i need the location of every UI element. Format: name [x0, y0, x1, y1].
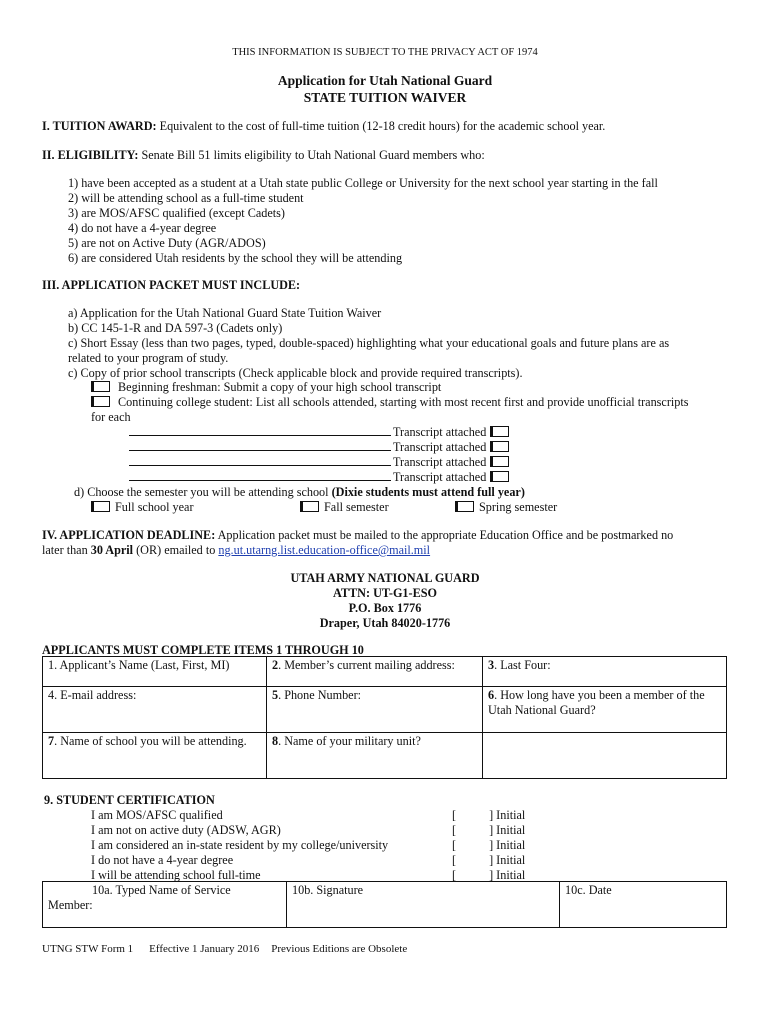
semester-note: (Dixie students must attend full year) — [331, 485, 525, 499]
footer — [42, 942, 407, 957]
certification-item: I am MOS/AFSC qualified — [91, 808, 223, 822]
section-label: II. ELIGIBILITY: — [42, 148, 139, 162]
continuing-option — [91, 395, 689, 410]
deadline-date: 30 April — [90, 543, 134, 557]
field-number: 2 — [272, 658, 279, 672]
last-four-field[interactable] — [483, 657, 727, 687]
initial-label: ] Initial — [489, 853, 526, 867]
deadline-text: later than — [42, 543, 91, 557]
field-label: 10a. Typed Name of Service — [92, 883, 231, 897]
initial-bracket[interactable] — [452, 808, 525, 823]
field-label: . Last Four: — [494, 658, 551, 672]
certification-item: I am not on active duty (ADSW, AGR) — [91, 823, 281, 837]
school-name-field[interactable] — [129, 470, 391, 481]
field-label: . Member’s current mailing address: — [278, 658, 455, 672]
bracket-open: [ — [452, 823, 457, 837]
list-item: 1) have been accepted as a student at a Utah state public College or University for the next school year starting in the fall — [68, 176, 658, 190]
page-subtitle: STATE TUITION WAIVER — [303, 90, 467, 105]
list-item: 5) are not on Active Duty (AGR/ADOS) — [68, 236, 266, 250]
field-number: 5 — [272, 688, 279, 702]
list-item: related to your program of study. — [68, 351, 229, 365]
typed-name-field[interactable] — [43, 882, 287, 928]
bracket-open: [ — [452, 838, 457, 852]
form-heading: APPLICANTS MUST COMPLETE ITEMS 1 THROUGH 10 — [42, 643, 364, 657]
initial-label: ] Initial — [489, 808, 526, 822]
full-year-checkbox[interactable] — [91, 501, 110, 512]
transcript-label: Transcript attached — [393, 470, 487, 484]
initial-bracket[interactable] — [452, 853, 525, 868]
semester-choice — [74, 485, 525, 500]
list-item: b) CC 145-1-R and DA 597-3 (Cadets only) — [68, 321, 283, 335]
bracket-open: [ — [452, 808, 457, 822]
transcript-label: Transcript attached — [393, 455, 487, 469]
certification-heading: 9. STUDENT CERTIFICATION — [44, 793, 215, 807]
school-field[interactable] — [43, 733, 267, 779]
military-unit-field[interactable] — [267, 733, 483, 779]
applicant-name-field[interactable] — [43, 657, 267, 687]
transcript-checkbox[interactable] — [490, 456, 509, 467]
field-label: 10c. Date — [565, 883, 612, 897]
date-field[interactable] — [560, 882, 727, 928]
section-text: Application packet must be mailed to the appropriate Education Office and be postmarked no — [215, 528, 674, 542]
section-text: Senate Bill 51 limits eligibility to Utah National Guard members who: — [138, 148, 485, 162]
initial-bracket[interactable] — [452, 823, 525, 838]
transcript-label: Transcript attached — [393, 425, 487, 439]
field-number: 6 — [488, 688, 495, 702]
eligibility-list — [68, 176, 658, 266]
section-tuition-award — [42, 119, 605, 134]
semester-full-year — [91, 500, 194, 515]
list-item: c) Short Essay (less than two pages, typed, double-spaced) highlighting what your educational goals and future plans are as — [68, 336, 670, 350]
list-item: 3) are MOS/AFSC qualified (except Cadets) — [68, 206, 285, 220]
field-label-cont: Utah National Guard? — [488, 703, 596, 717]
spring-checkbox[interactable] — [455, 501, 474, 512]
transcript-checkbox[interactable] — [490, 471, 509, 482]
address-city: Draper, Utah 84020-1776 — [319, 616, 451, 630]
list-item: 2) will be attending school as a full-time student — [68, 191, 304, 205]
freshman-option — [91, 380, 441, 395]
initial-brackets — [452, 808, 525, 883]
address-org: UTAH ARMY NATIONAL GUARD — [290, 571, 480, 585]
transcript-row — [129, 440, 509, 455]
section-eligibility — [42, 148, 485, 163]
bracket-open: [ — [452, 868, 457, 882]
initial-label: ] Initial — [489, 823, 526, 837]
field-label: 10b. Signature — [292, 883, 364, 897]
field-number: 8 — [272, 734, 279, 748]
signature-field[interactable] — [287, 882, 560, 928]
field-label: . E-mail address: — [54, 688, 137, 702]
section-deadline — [42, 528, 673, 543]
field-label: . Name of your military unit? — [278, 734, 421, 748]
transcript-label: Transcript attached — [393, 440, 487, 454]
list-item: 6) are considered Utah residents by the school they will be attending — [68, 251, 403, 265]
page-title: Application for Utah National Guard — [277, 73, 493, 88]
semester-spring — [455, 500, 557, 515]
school-name-field[interactable] — [129, 425, 391, 436]
membership-duration-field[interactable] — [483, 687, 727, 733]
section-packet-label: III. APPLICATION PACKET MUST INCLUDE: — [42, 278, 301, 292]
empty-cell — [483, 733, 727, 779]
fall-label: Fall semester — [324, 500, 389, 514]
certification-item: I am considered an in-state resident by my college/university — [91, 838, 389, 852]
section-text: Equivalent to the cost of full-time tuition (12-18 credit hours) for the academic school year. — [156, 119, 606, 133]
deadline-line2 — [42, 543, 430, 558]
semester-text: d) Choose the semester you will be attending school — [74, 485, 332, 499]
field-label: . How long have you been a member of the — [494, 688, 705, 702]
initial-label: ] Initial — [489, 868, 526, 882]
list-item: 4) do not have a 4-year degree — [68, 221, 217, 235]
certification-item: I do not have a 4-year degree — [91, 853, 234, 867]
continuing-label: Continuing college student: List all schools attended, starting with most recent first and provide unofficial transcripts — [118, 395, 689, 409]
list-item: a) Application for the Utah National Guard State Tuition Waiver — [68, 306, 382, 320]
transcript-checkbox[interactable] — [490, 441, 509, 452]
effective-date: Effective 1 January 2016 — [149, 943, 260, 955]
applicant-form-table — [42, 656, 727, 779]
email-link[interactable]: ng.ut.utarng.list.education-office@mail.mil — [218, 543, 431, 557]
school-name-field[interactable] — [129, 440, 391, 451]
phone-field[interactable] — [267, 687, 483, 733]
field-label: . Phone Number: — [278, 688, 362, 702]
freshman-checkbox[interactable] — [91, 381, 110, 392]
form-number: UTNG STW Form 1 — [42, 943, 134, 955]
field-label-cont: Member: — [48, 898, 93, 912]
full-year-label: Full school year — [115, 500, 194, 514]
section-label: I. TUITION AWARD: — [42, 119, 157, 133]
initial-bracket[interactable] — [452, 838, 525, 853]
school-name-field[interactable] — [129, 455, 391, 466]
transcript-checkbox[interactable] — [490, 426, 509, 437]
spring-label: Spring semester — [479, 500, 558, 514]
field-number: 1 — [48, 658, 55, 672]
email-field[interactable] — [43, 687, 267, 733]
privacy-notice: THIS INFORMATION IS SUBJECT TO THE PRIVACY ACT OF 1974 — [232, 47, 538, 58]
address-pobox: P.O. Box 1776 — [348, 601, 422, 615]
initial-label: ] Initial — [489, 838, 526, 852]
mailing-address-field[interactable] — [267, 657, 483, 687]
transcript-row — [129, 425, 509, 440]
field-number: 7 — [48, 734, 55, 748]
continuing-checkbox[interactable] — [91, 396, 110, 407]
field-label: . Applicant’s Name (Last, First, MI) — [54, 658, 230, 672]
fall-checkbox[interactable] — [300, 501, 319, 512]
bracket-open: [ — [452, 853, 457, 867]
certification-item: I will be attending school full-time — [91, 868, 261, 882]
list-item: c) Copy of prior school transcripts (Check applicable block and provide required transcripts). — [68, 366, 523, 380]
continuing-label-cont: for each — [91, 410, 131, 424]
transcript-row — [129, 470, 509, 485]
field-number: 4 — [48, 688, 55, 702]
field-number: 3 — [488, 658, 495, 672]
field-label: . Name of school you will be attending. — [54, 734, 247, 748]
signature-table — [42, 881, 727, 928]
deadline-text: (OR) emailed to — [133, 543, 219, 557]
certification-list — [91, 808, 388, 883]
obsolete-note: Previous Editions are Obsolete — [271, 943, 408, 955]
transcript-row — [129, 455, 509, 470]
semester-fall — [300, 500, 389, 515]
packet-list — [68, 306, 669, 381]
freshman-label: Beginning freshman: Submit a copy of your high school transcript — [118, 380, 442, 394]
address-attn: ATTN: UT-G1-ESO — [333, 586, 437, 600]
section-label: IV. APPLICATION DEADLINE: — [42, 528, 216, 542]
